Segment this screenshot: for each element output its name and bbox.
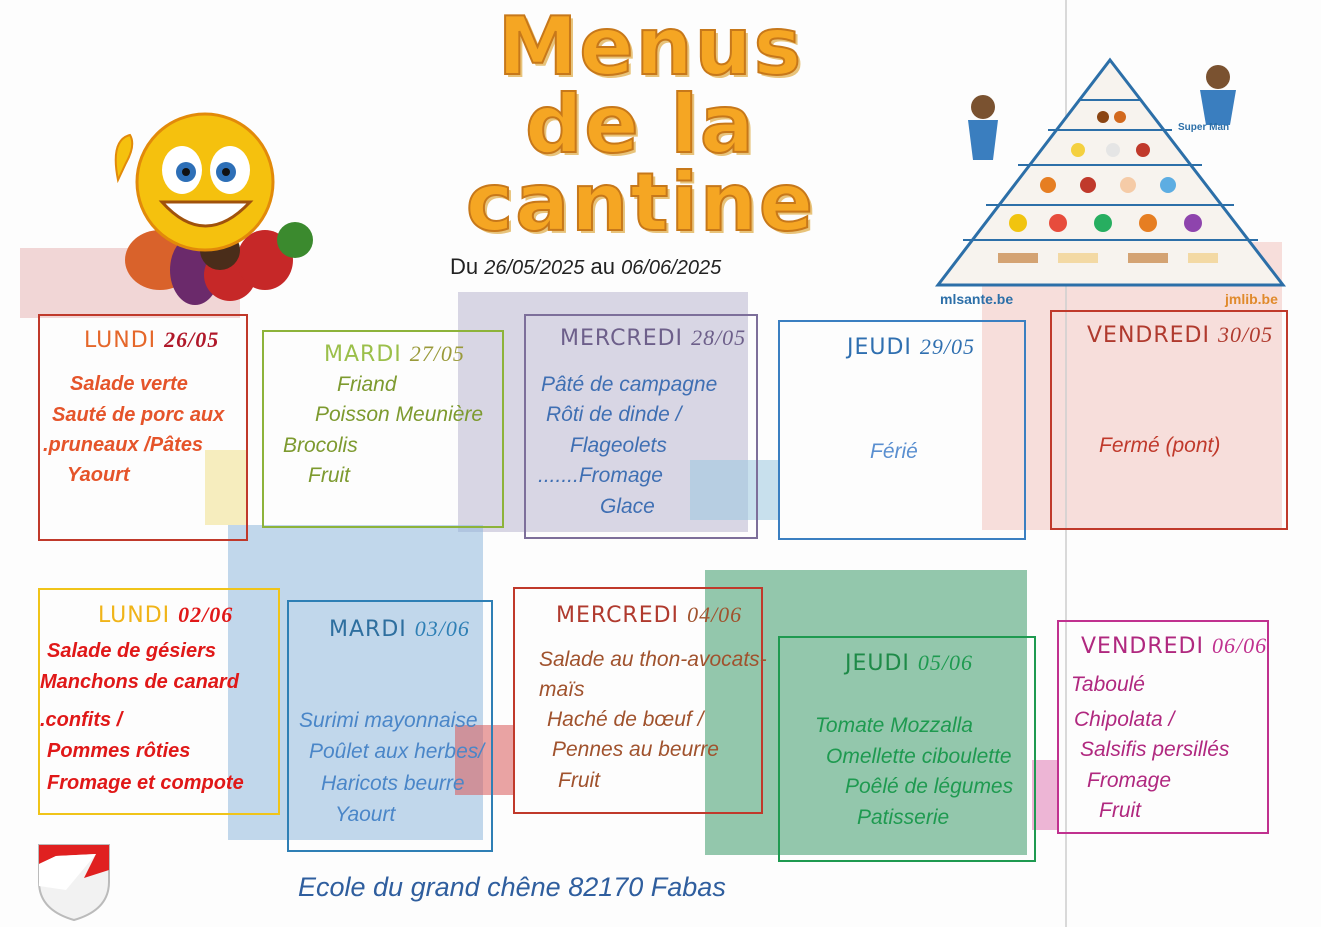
dish-item: Surimi mayonnaise — [299, 709, 478, 732]
day-name: VENDREDI — [1087, 323, 1210, 348]
day-date: 27/05 — [409, 341, 465, 366]
day-header-lundi-1 — [84, 327, 219, 353]
title-line-3: cantine — [465, 156, 816, 249]
day-header-mercredi-2 — [556, 602, 742, 628]
dish-item: Yaourt — [335, 803, 396, 826]
date-range-prefix: Du — [450, 254, 479, 279]
day-header-mercredi-1 — [560, 325, 746, 351]
dish-item: Yaourt — [67, 464, 130, 486]
dish-item: Manchons de canard — [40, 671, 239, 693]
dish-item: .confits / — [40, 709, 123, 731]
dish-item: Brocolis — [283, 434, 358, 457]
dish-item: Sauté de porc aux — [52, 404, 225, 426]
dish-item: Flageolets — [570, 434, 667, 457]
dish-item: Salade verte — [70, 373, 188, 395]
smiley-vegetables-icon — [100, 110, 315, 305]
dish-item: .pruneaux /Pâtes — [43, 434, 204, 456]
title-line-1: Menus — [497, 0, 804, 93]
dish-item: Rôti de dinde / — [546, 403, 682, 426]
dish-item: Chipolata / — [1074, 708, 1175, 731]
school-footer: Ecole du grand chêne 82170 Fabas — [298, 872, 726, 902]
day-date: 05/06 — [917, 650, 974, 675]
dish-item: Omellette ciboulette — [826, 745, 1012, 768]
dish-item: Poûlet aux herbes/ — [309, 740, 485, 763]
day-date: 03/06 — [414, 616, 470, 641]
credit-left: mlsante.be — [940, 291, 1014, 307]
dish-item: Fruit — [1099, 799, 1141, 822]
dish-item: Fromage et compote — [47, 772, 244, 794]
title-line-2: de la — [525, 78, 756, 171]
pyramid-label: Super Man — [1178, 122, 1230, 133]
date-range-start: 26/05/2025 — [484, 257, 585, 279]
day-name: JEUDI — [845, 651, 910, 676]
day-name: MERCREDI — [560, 326, 684, 351]
day-date: 04/06 — [687, 602, 743, 627]
day-name: MARDI — [329, 617, 407, 642]
day-header-jeudi-1 — [847, 334, 975, 360]
day-date: 30/05 — [1217, 322, 1274, 347]
date-range-middle: au — [590, 254, 615, 279]
dish-item: maïs — [539, 678, 585, 701]
dish-item: Pommes rôties — [47, 740, 191, 762]
day-date: 06/06 — [1211, 633, 1268, 658]
day-header-jeudi-2 — [845, 650, 973, 676]
dish-item: .......Fromage — [538, 464, 663, 487]
dish-item: Fruit — [558, 769, 600, 792]
dish-item: Salade de gésiers — [47, 640, 216, 662]
day-name: LUNDI — [98, 603, 171, 628]
date-range — [450, 254, 721, 280]
day-name: VENDREDI — [1081, 634, 1204, 659]
day-date: 29/05 — [919, 334, 976, 359]
day-name: JEUDI — [847, 335, 912, 360]
dish-item: Poêlé de légumes — [845, 775, 1014, 798]
day-name: LUNDI — [84, 328, 157, 353]
dish-item: Haricots beurre — [321, 772, 465, 795]
dish-item: Férié — [870, 440, 918, 463]
dish-item: Pennes au beurre — [552, 738, 719, 761]
dish-item: Poisson Meunière — [315, 403, 484, 426]
day-name: MARDI — [324, 342, 402, 367]
dish-item: Fruit — [308, 464, 350, 487]
day-name: MERCREDI — [556, 603, 680, 628]
dish-item: Tomate Mozzalla — [815, 714, 973, 737]
day-header-vendredi-1 — [1087, 322, 1273, 348]
dish-item: Patisserie — [857, 806, 950, 829]
dish-item: Fermé (pont) — [1099, 434, 1221, 457]
day-header-vendredi-2 — [1081, 633, 1267, 659]
day-header-mardi-2 — [329, 616, 470, 642]
day-header-lundi-2 — [98, 602, 233, 628]
dish-item: Glace — [600, 495, 655, 518]
dish-item: Pâté de campagne — [541, 373, 718, 396]
dish-item: Friand — [337, 373, 397, 396]
dish-item: Taboulé — [1071, 673, 1145, 696]
coat-of-arms-icon — [36, 842, 112, 922]
dish-item: Salsifis persillés — [1080, 738, 1230, 761]
day-date: 28/05 — [691, 325, 747, 350]
credit-right: jmlib.be — [1225, 291, 1278, 307]
date-range-end: 06/06/2025 — [621, 257, 722, 279]
dish-item: Fromage — [1087, 769, 1172, 792]
day-header-mardi-1 — [324, 341, 465, 367]
dish-item: Salade au thon-avocats- — [539, 648, 767, 671]
day-date: 02/06 — [178, 602, 234, 627]
day-date: 26/05 — [164, 327, 220, 352]
food-pyramid-icon — [928, 55, 1298, 295]
dish-item: Haché de bœuf / — [547, 708, 704, 731]
